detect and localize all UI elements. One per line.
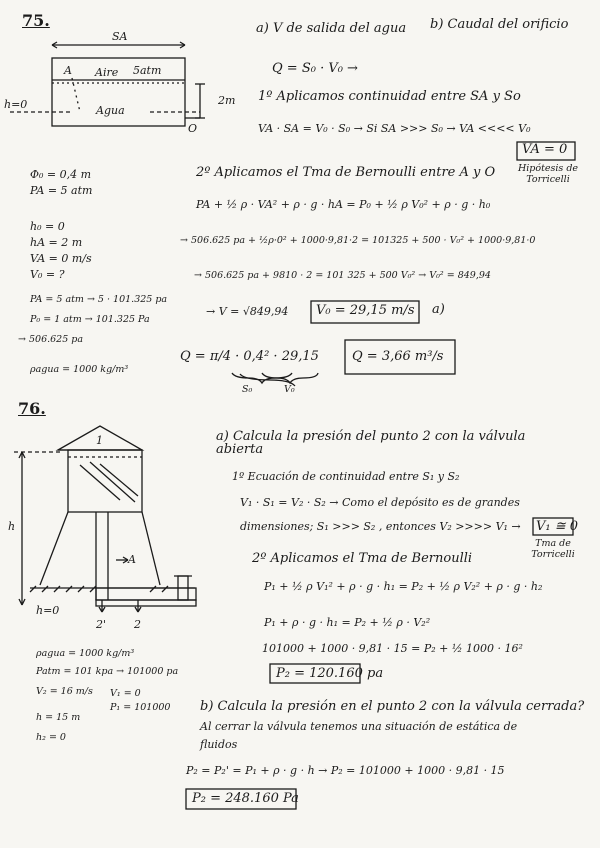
data-75-3: hA = 2 m <box>30 236 83 249</box>
problem-number-75: 75. <box>22 11 50 30</box>
question-b-75: b) Caudal del orificio <box>430 17 569 32</box>
step1-75: 1º Aplicamos continuidad entre SA y So <box>258 89 521 104</box>
p2b-result: P₂ = 248.160 Pa <box>192 791 299 806</box>
b-equation: P₂ = P₂' = P₁ + ρ · g · h → P₂ = 101000 + 1000 · 9,81 · 15 <box>186 764 505 777</box>
sketch-point-1: 1 <box>96 434 103 447</box>
step2-75: 2º Aplicamos el Tma de Bernoulli entre A y O <box>196 165 496 180</box>
data-75-9: ρagua = 1000 kg/m³ <box>30 364 129 375</box>
data-75-5: V₀ = ? <box>30 268 65 281</box>
v-result: V₀ = 29,15 m/s <box>316 303 415 318</box>
sketch-air-label: Aire <box>95 66 119 79</box>
sketch-point-a: A <box>64 64 72 77</box>
question-a-75: a) V de salida del agua <box>256 21 407 36</box>
torricelli-75: Hipótesis de Torricelli <box>517 163 579 185</box>
root-75: → V = √849,94 <box>206 305 289 318</box>
step2-76: 2º Aplicamos el Tma de Bernoulli <box>252 551 473 566</box>
data-76-0: ρagua = 1000 kg/m³ <box>36 648 135 659</box>
data-76-3: V₁ = 0 <box>110 688 141 699</box>
p2-result: P₂ = 120.160 pa <box>276 666 384 681</box>
flow-under-v: V₀ <box>284 384 295 395</box>
flow-result: Q = 3,66 m³/s <box>352 349 444 364</box>
bernoulli-75: PA + ½ ρ · VA² + ρ · g · hA = P₀ + ½ ρ V₀² + ρ · g · h₀ <box>196 198 491 211</box>
data-76-4: P₁ = 101000 <box>110 702 171 713</box>
bernoulli-76-line1: P₁ + ½ ρ V₁² + ρ · g · h₁ = P₂ + ½ ρ V₂² + ρ · g · h₂ <box>264 580 543 593</box>
sketch-area-label: SA <box>112 30 128 43</box>
flow-under-s: S₀ <box>242 384 253 395</box>
step1-76: 1º Ecuación de continuidad entre S₁ y S₂ <box>232 470 460 483</box>
question-a-76: a) Calcula la presión del punto 2 con la válvula abierta <box>216 429 526 457</box>
data-76-6: h₂ = 0 <box>36 732 66 743</box>
b-text-line1: Al cerrar la válvula tenemos una situación de estática de <box>200 720 518 733</box>
data-76-5: h = 15 m <box>36 712 81 723</box>
flow-calc: Q = π/4 · 0,4² · 29,15 <box>180 349 319 364</box>
question-b-76: b) Calcula la presión en el punto 2 con la válvula cerrada? <box>200 699 585 714</box>
sketch-h0-76: h=0 <box>36 604 60 617</box>
sketch-point-o: O <box>188 122 198 135</box>
sketch-point-a-76: A <box>128 553 136 566</box>
sketch-h-label: h <box>8 520 16 533</box>
torricelli-76: Tma de Torricelli <box>531 538 575 560</box>
bernoulli-76-line2: P₁ + ρ · g · h₁ = P₂ + ½ ρ · V₂² <box>264 616 431 629</box>
data-75-1: PA = 5 atm <box>30 184 93 197</box>
problem-number-76: 76. <box>18 399 46 418</box>
sketch-height-label: 2m <box>218 94 236 107</box>
data-76-2: V₂ = 16 m/s <box>36 686 93 697</box>
data-75-7: P₀ = 1 atm → 101.325 Pa <box>30 314 150 325</box>
v1-zero: V₁ ≅ 0 <box>536 519 579 534</box>
sketch-point-2: 2 <box>134 618 141 631</box>
va-zero: VA = 0 <box>522 142 568 157</box>
sketch-h0-label: h=0 <box>4 98 28 111</box>
continuity-76-line2: dimensiones; S₁ >>> S₂ , entonces V₂ >>>> V₁ → <box>240 520 521 533</box>
data-75-0: Φ₀ = 0,4 m <box>30 168 92 181</box>
sketch-point-2p: 2' <box>96 618 107 631</box>
substitution-1: → 506.625 pa + ½ρ·0² + 1000·9,81·2 = 101325 + 500 · V₀² + 1000·9,81·0 <box>180 235 536 246</box>
data-75-8: → 506.625 pa <box>18 334 84 345</box>
continuity-75: VA · SA = V₀ · S₀ → Si SA >>> S₀ → VA <<<< V₀ <box>258 122 531 135</box>
data-75-6: PA = 5 atm → 5 · 101.325 pa <box>30 294 168 305</box>
flow-formula: Q = S₀ · V₀ → <box>272 61 358 76</box>
substitution-2: → 506.625 pa + 9810 · 2 = 101 325 + 500 V₀² → V₀² = 849,94 <box>194 270 491 281</box>
data-76-1: Patm = 101 kpa → 101000 pa <box>36 666 179 677</box>
continuity-76-line1: V₁ · S₁ = V₂ · S₂ → Como el depósito es de grandes <box>240 496 520 509</box>
data-75-2: h₀ = 0 <box>30 220 65 233</box>
part-a-label: a) <box>432 302 445 317</box>
b-text-line2: fluidos <box>200 738 238 751</box>
data-75-4: VA = 0 m/s <box>30 252 92 265</box>
sketch-air-pressure: 5atm <box>133 64 162 77</box>
bernoulli-76-line3: 101000 + 1000 · 9,81 · 15 = P₂ + ½ 1000 · 16² <box>262 642 523 655</box>
sketch-water-label: Agua <box>96 104 125 117</box>
